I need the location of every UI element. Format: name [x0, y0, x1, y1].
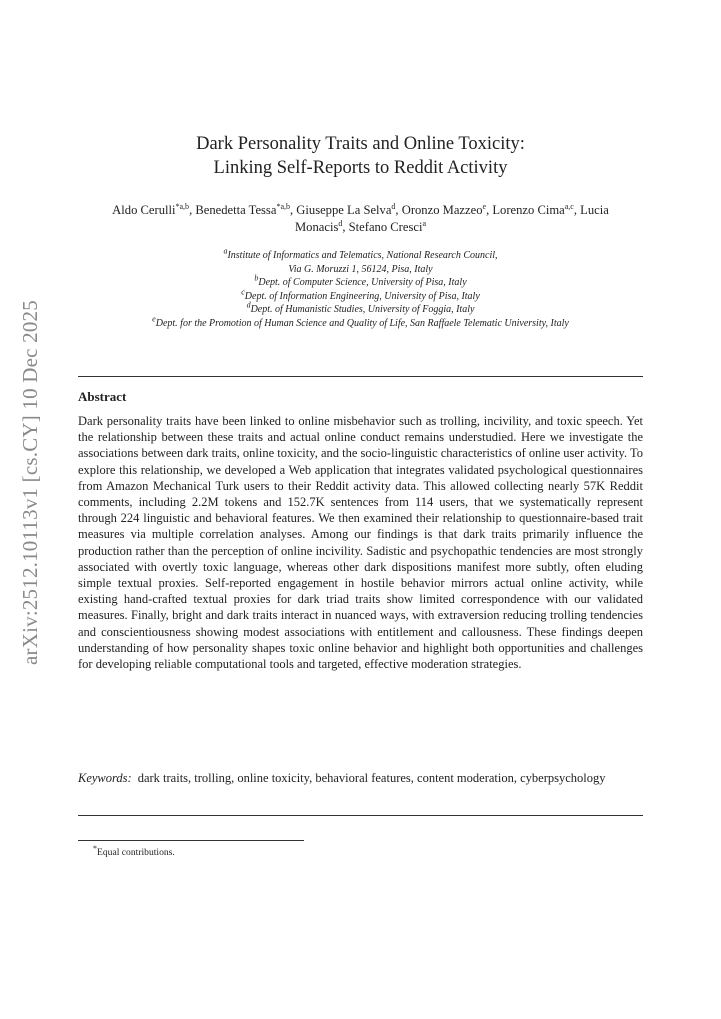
abstract-heading: Abstract: [78, 389, 127, 404]
author: Lorenzo Cima$^{a,c}$,: [492, 201, 581, 217]
abstract-bottom-rule: [78, 815, 643, 816]
author: Giuseppe La Selva$^d$,: [296, 201, 402, 217]
keywords-label: Keywords:: [78, 771, 132, 785]
author-affil-mark: a: [422, 218, 427, 228]
footnote-rule: [78, 840, 304, 841]
keywords: [78, 770, 643, 786]
author-affil-mark: e: [482, 201, 487, 211]
author-affil-mark: *a,b: [175, 201, 190, 211]
author: Stefano Cresci$^a$: [348, 218, 427, 234]
author-affil-mark: *a,b: [276, 201, 290, 211]
affiliation-list: [60, 246, 661, 331]
author: Aldo Cerulli$^{*a,b}$,: [112, 201, 196, 217]
author-affil-mark: a,c: [564, 201, 574, 211]
footnote-mark: *: [93, 843, 97, 853]
title-line-2: Linking Self-Reports to Reddit Activity: [213, 158, 508, 178]
paper-title: [80, 132, 641, 180]
footnote: [93, 843, 175, 859]
author-affil-mark: d: [391, 201, 396, 211]
footnote-text: Equal contributions.: [97, 847, 175, 858]
affiliation: $^a$Institute of Informatics and Telematics, National Research Council,: [223, 246, 498, 261]
author-affil-mark: d: [338, 218, 343, 228]
author-list: [90, 202, 631, 236]
affiliation: $^d$Dept. of Humanistic Studies, University of Foggia, Italy: [246, 301, 475, 316]
abstract-top-rule: [78, 376, 643, 377]
author: Oronzo Mazzeo$^e$,: [401, 201, 493, 217]
arxiv-side-stamp: arXiv:2512.10113v1 [cs.CY] 10 Dec 2025: [18, 300, 42, 665]
affiliation: $^e$Dept. for the Promotion of Human Science and Quality of Life, San Raffaele Telematic University, Italy: [152, 314, 569, 329]
affiliation: $^c$Dept. of Information Engineering, University of Pisa, Italy: [241, 287, 480, 302]
author: Benedetta Tessa$^{*a,b}$,: [195, 201, 297, 217]
title-line-1: Dark Personality Traits and Online Toxicity:: [196, 134, 525, 154]
affiliation: $^b$Dept. of Computer Science, University of Pisa, Italy: [254, 273, 467, 289]
keywords-text: dark traits, trolling, online toxicity, behavioral features, content moderation, cyberpsychology: [137, 771, 606, 785]
abstract-text: Dark personality traits have been linked to online misbehavior such as trolling, incivility, and toxic speech. Yet the relationship between these traits and actual online conduct remains understudied. Here we investigate the associations between dark traits, online toxicity, and the socio-linguistic characteristics of online user activity. To explore this relationship, we developed a Web application that integrates validated psychological questionnaires from Amazon Mechanical Turk users to their Reddit activity data. This allowed collecting nearly 57K Reddit comments, including 2.2M tokens and 152.7K sentences from 114 users, that we systematically represent through 224 linguistic and behavioral features. We then examined their relationship to questionnaire-based trait measures via multiple correlation analyses. Among our findings is that dark traits primarily influence the production rather than the perception of online incivility. Sadistic and psychopathic tendencies are most strongly associated with overtly toxic language, whereas other dark dispositions manifest more subtly, often eluding simple textual proxies. Self-reported engagement in hostile behavior mirrors actual online activity, while existing hand-crafted textual proxies for dark triad traits show limited correspondence with our validated measures. Finally, bright and dark traits interact in nuanced ways, with extraversion reducing trolling tendencies and conscientiousness showing modest associations with entitlement and callousness. These findings deepen understanding of how personality shapes toxic online behavior and highlight both opportunities and challenges for developing reliable computational tools and targeted, effective moderation strategies.: [78, 414, 643, 672]
author: Lucia Monacis$^d$,: [294, 203, 609, 234]
affiliation: Via G. Moruzzi 1, 56124, Pisa, Italy: [288, 263, 433, 275]
